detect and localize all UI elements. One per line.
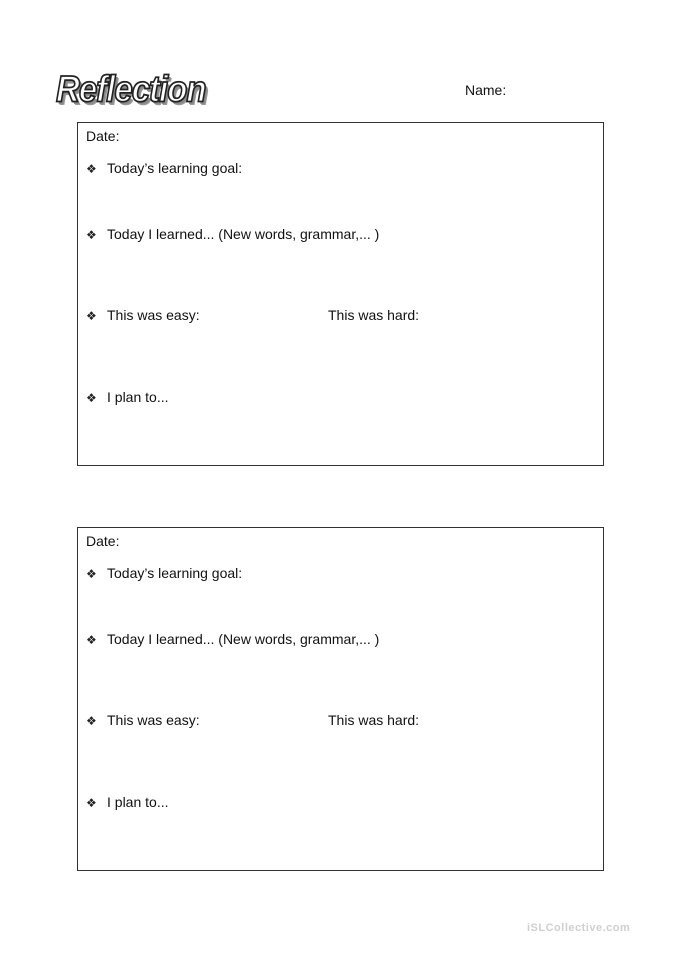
diamond-bullet-icon: ❖ xyxy=(86,567,97,581)
date-label: Date: xyxy=(86,128,120,144)
easy-label: This was easy: xyxy=(107,712,200,728)
diamond-bullet-icon: ❖ xyxy=(86,228,97,242)
date-label: Date: xyxy=(86,533,120,549)
learning-goal-item xyxy=(86,565,242,581)
diamond-bullet-icon: ❖ xyxy=(86,309,97,323)
learned-label: Today I learned... (New words, grammar,... ) xyxy=(107,226,380,242)
reflection-card-1 xyxy=(77,122,604,466)
plan-item xyxy=(86,794,168,810)
easy-item xyxy=(86,307,200,323)
learning-goal-item xyxy=(86,160,242,176)
diamond-bullet-icon: ❖ xyxy=(86,391,97,405)
watermark: iSLCollective.com xyxy=(527,922,631,934)
hard-label: This was hard: xyxy=(328,712,420,728)
diamond-bullet-icon: ❖ xyxy=(86,633,97,647)
diamond-bullet-icon: ❖ xyxy=(86,714,97,728)
plan-label: I plan to... xyxy=(107,794,169,810)
learned-label: Today I learned... (New words, grammar,... ) xyxy=(107,631,380,647)
learned-item xyxy=(86,631,379,647)
page-title: Reflection xyxy=(56,68,206,110)
learning-goal-label: Today’s learning goal: xyxy=(107,160,243,176)
plan-label: I plan to... xyxy=(107,389,169,405)
reflection-card-2 xyxy=(77,527,604,871)
easy-label: This was easy: xyxy=(107,307,200,323)
diamond-bullet-icon: ❖ xyxy=(86,162,97,176)
learning-goal-label: Today’s learning goal: xyxy=(107,565,243,581)
plan-item xyxy=(86,389,168,405)
learned-item xyxy=(86,226,379,242)
name-label: Name: xyxy=(465,82,507,98)
hard-label: This was hard: xyxy=(328,307,420,323)
easy-item xyxy=(86,712,200,728)
diamond-bullet-icon: ❖ xyxy=(86,796,97,810)
